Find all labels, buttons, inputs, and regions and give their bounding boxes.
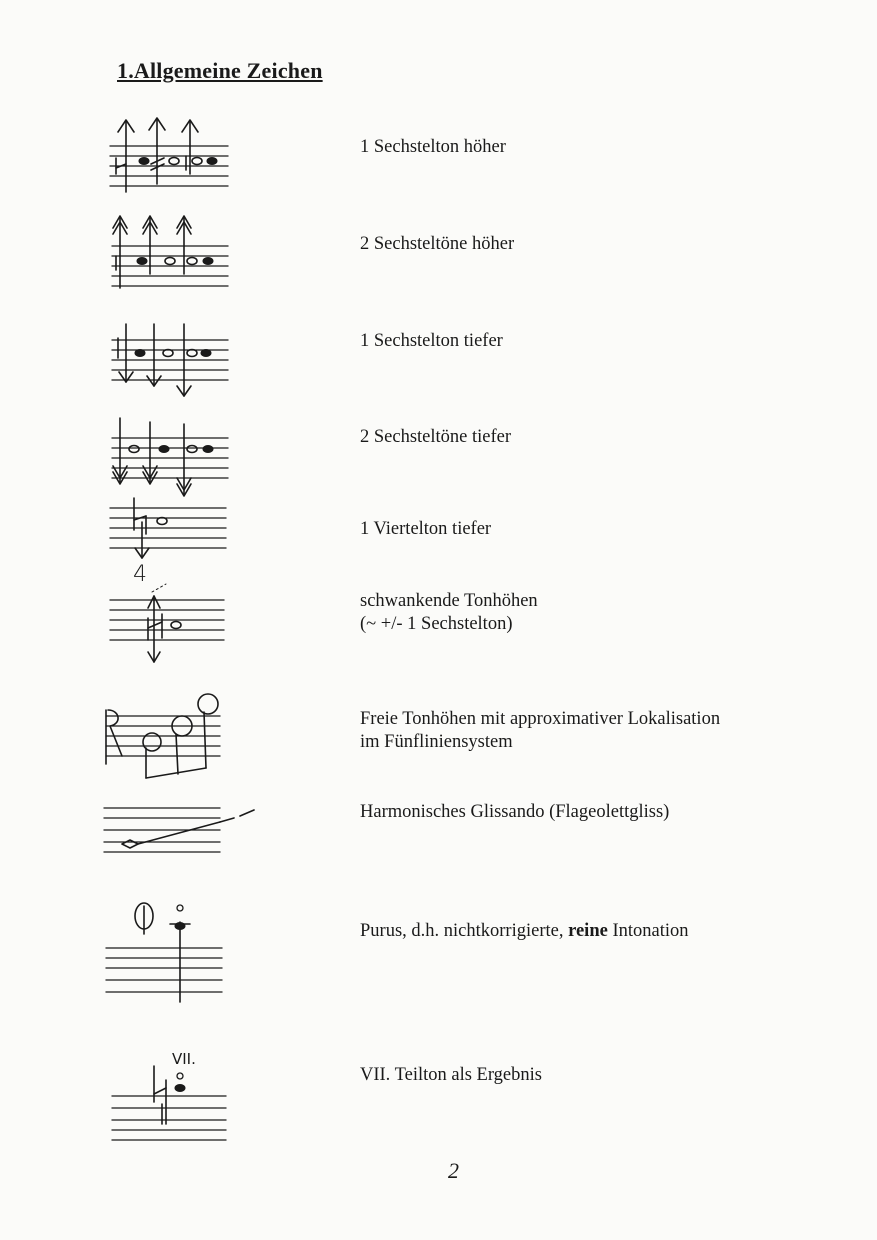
page-number: 2: [448, 1158, 459, 1183]
sixth-tone-up-icon: [108, 112, 238, 197]
legend-text-sixth-down: 1 Sechstelton tiefer: [360, 331, 503, 351]
harmonic-glissando-icon: [102, 800, 262, 860]
page-title: 1.Allgemeine Zeichen: [117, 58, 323, 83]
legend-text-free-pitch: Freie Tonhöhen mit approximativer Lokalisation im Fünfliniensystem: [360, 709, 721, 752]
legend-text-sixth-up: 1 Sechstelton höher: [360, 137, 506, 157]
quarter-tone-down-icon: [106, 494, 236, 564]
double-sixth-tone-up-icon: [108, 212, 238, 292]
legend-text-purus: Purus, d.h. nichtkorrigierte, reine Intonation: [360, 921, 689, 941]
emphasis-reine: reine: [568, 921, 608, 941]
quarter-tone-label: 4: [133, 562, 147, 587]
legend-text-harmonic-glissando: Harmonisches Glissando (Flageolettgliss): [360, 802, 670, 822]
purus-sign-icon: [104, 898, 234, 1008]
legend-text-double-sixth-up: 2 Sechsteltöne höher: [360, 234, 515, 254]
legend-text-fluctuating: schwankende Tonhöhen (~ +/- 1 Sechstelton): [360, 591, 538, 634]
legend-text-partial-seven: VII. Teilton als Ergebnis: [360, 1065, 542, 1085]
partial-seven-label: VII.: [172, 1050, 196, 1068]
double-sixth-tone-down-icon: [108, 414, 238, 499]
legend-text-quarter-down: 1 Viertelton tiefer: [360, 519, 492, 539]
fluctuating-pitch-icon: [106, 582, 236, 667]
legend-text-double-sixth-down: 2 Sechsteltöne tiefer: [360, 427, 512, 447]
sixth-tone-down-icon: [108, 318, 238, 403]
free-pitch-icon: [102, 692, 232, 787]
